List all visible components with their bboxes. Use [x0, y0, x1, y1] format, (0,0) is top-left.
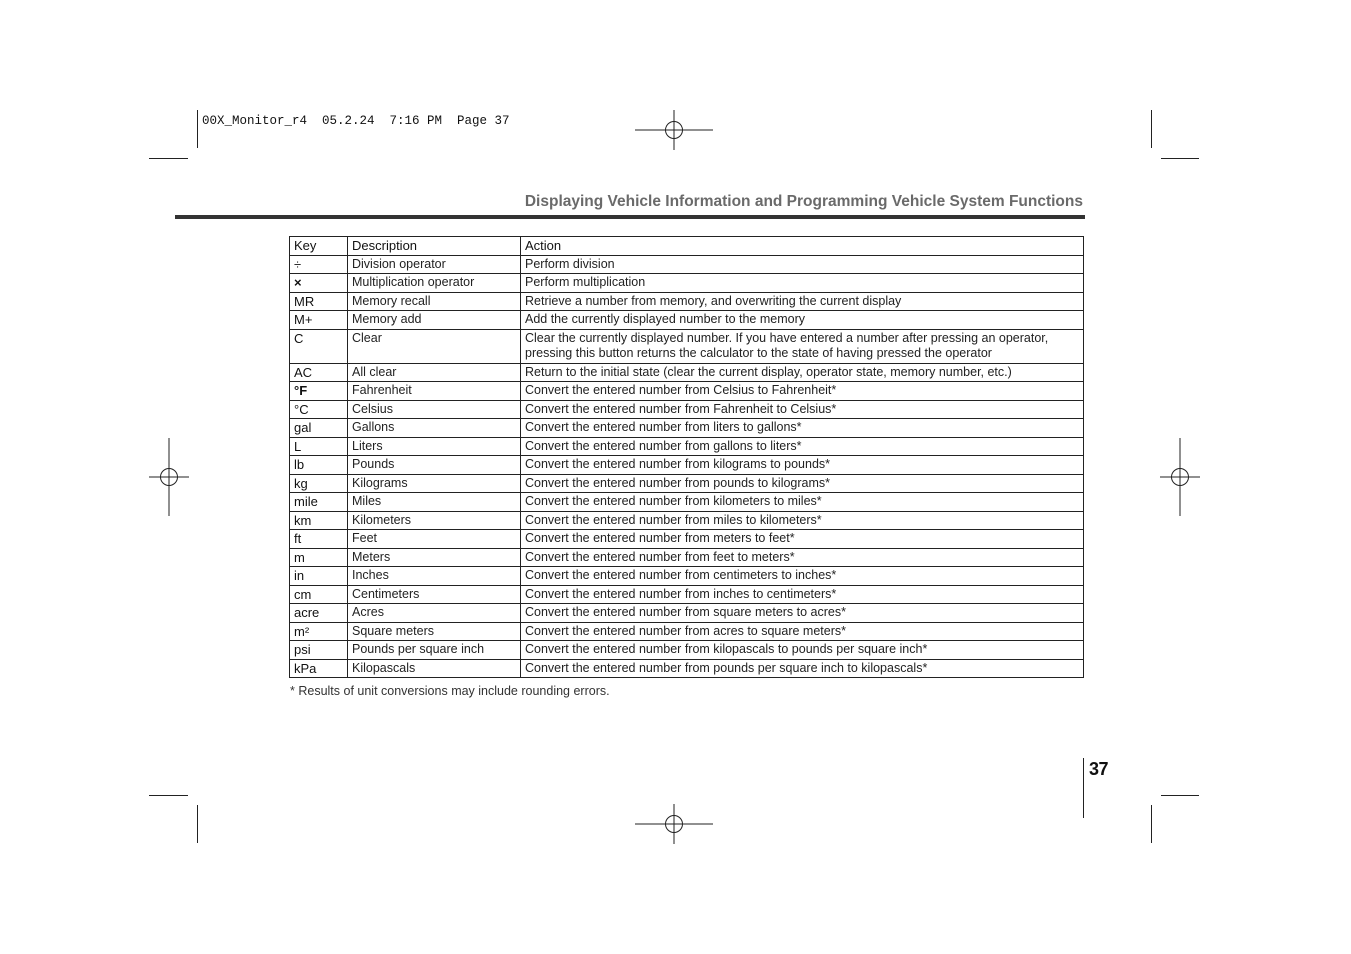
description-cell: Square meters	[348, 622, 521, 641]
description-cell: Liters	[348, 437, 521, 456]
table-row	[290, 641, 1084, 660]
action-cell: Perform division	[521, 255, 1084, 274]
action-cell: Convert the entered number from miles to kilometers*	[521, 511, 1084, 530]
description-cell: Clear	[348, 329, 521, 363]
description-cell: Meters	[348, 548, 521, 567]
key-cell: km	[290, 511, 348, 530]
page-number: 37	[1089, 759, 1109, 779]
table-row	[290, 419, 1084, 438]
key-cell: M+	[290, 311, 348, 330]
table-row	[290, 292, 1084, 311]
description-cell: Kilopascals	[348, 659, 521, 678]
action-cell: Retrieve a number from memory, and overwriting the current display	[521, 292, 1084, 311]
description-cell: Fahrenheit	[348, 382, 521, 401]
key-cell: L	[290, 437, 348, 456]
action-cell: Convert the entered number from meters to feet*	[521, 530, 1084, 549]
key-cell: in	[290, 567, 348, 586]
registration-mark-right	[1160, 438, 1200, 516]
action-cell: Clear the currently displayed number. If you have entered a number after pressing an operator, pressing this button returns the calculator to the state of having pressed the operator	[521, 329, 1084, 363]
crop-mark-bottom-right-vertical	[1151, 805, 1152, 843]
table-row	[290, 382, 1084, 401]
crop-mark-bottom-left-vertical	[197, 805, 198, 843]
table-header-row	[290, 237, 1084, 256]
column-header-description: Description	[348, 237, 521, 256]
action-cell: Convert the entered number from pounds per square inch to kilopascals*	[521, 659, 1084, 678]
key-cell: lb	[290, 456, 348, 475]
key-cell: ×	[290, 274, 348, 293]
key-cell: kPa	[290, 659, 348, 678]
table-row	[290, 400, 1084, 419]
crop-mark-bottom-left-horizontal	[149, 795, 188, 796]
description-cell: Gallons	[348, 419, 521, 438]
action-cell: Convert the entered number from gallons to liters*	[521, 437, 1084, 456]
crop-mark-top-right-horizontal	[1161, 158, 1199, 159]
table-row	[290, 511, 1084, 530]
table-row	[290, 548, 1084, 567]
description-cell: Miles	[348, 493, 521, 512]
description-cell: Pounds per square inch	[348, 641, 521, 660]
table-row	[290, 311, 1084, 330]
action-cell: Convert the entered number from liters to gallons*	[521, 419, 1084, 438]
description-cell: Kilometers	[348, 511, 521, 530]
description-cell: Feet	[348, 530, 521, 549]
crop-mark-bottom-right-horizontal	[1161, 795, 1199, 796]
action-cell: Convert the entered number from feet to meters*	[521, 548, 1084, 567]
section-title-rule	[175, 215, 1085, 219]
table-row	[290, 567, 1084, 586]
action-cell: Convert the entered number from square meters to acres*	[521, 604, 1084, 623]
key-cell: ft	[290, 530, 348, 549]
key-cell: acre	[290, 604, 348, 623]
crop-mark-top-left-horizontal	[149, 158, 188, 159]
table-row	[290, 585, 1084, 604]
table-row	[290, 456, 1084, 475]
key-cell: psi	[290, 641, 348, 660]
key-cell: AC	[290, 363, 348, 382]
crop-mark-top-left-vertical	[197, 110, 198, 148]
description-cell: Centimeters	[348, 585, 521, 604]
table-row	[290, 604, 1084, 623]
description-cell: Acres	[348, 604, 521, 623]
action-cell: Convert the entered number from centimeters to inches*	[521, 567, 1084, 586]
key-cell: m²	[290, 622, 348, 641]
action-cell: Convert the entered number from kilometers to miles*	[521, 493, 1084, 512]
action-cell: Convert the entered number from Fahrenheit to Celsius*	[521, 400, 1084, 419]
description-cell: Multiplication operator	[348, 274, 521, 293]
table-row	[290, 274, 1084, 293]
key-cell: kg	[290, 474, 348, 493]
section-title: Displaying Vehicle Information and Programming Vehicle System Functions	[524, 193, 1083, 210]
table-row	[290, 363, 1084, 382]
key-cell: m	[290, 548, 348, 567]
description-cell: Division operator	[348, 255, 521, 274]
key-cell: mile	[290, 493, 348, 512]
table-row	[290, 437, 1084, 456]
registration-mark-left	[149, 438, 189, 516]
action-cell: Convert the entered number from kilopascals to pounds per square inch*	[521, 641, 1084, 660]
page-number-rule	[1083, 758, 1084, 818]
key-cell: °C	[290, 400, 348, 419]
table-row	[290, 659, 1084, 678]
rounding-footnote: * Results of unit conversions may include rounding errors.	[290, 684, 610, 698]
table-row	[290, 255, 1084, 274]
table-row	[290, 474, 1084, 493]
description-cell: Inches	[348, 567, 521, 586]
print-slug-line: 00X_Monitor_r4 05.2.24 7:16 PM Page 37	[202, 114, 510, 128]
action-cell: Convert the entered number from Celsius to Fahrenheit*	[521, 382, 1084, 401]
action-cell: Add the currently displayed number to the memory	[521, 311, 1084, 330]
action-cell: Convert the entered number from acres to square meters*	[521, 622, 1084, 641]
key-cell: °F	[290, 382, 348, 401]
description-cell: Memory add	[348, 311, 521, 330]
description-cell: Kilograms	[348, 474, 521, 493]
column-header-key: Key	[290, 237, 348, 256]
action-cell: Perform multiplication	[521, 274, 1084, 293]
table-row	[290, 493, 1084, 512]
description-cell: Memory recall	[348, 292, 521, 311]
action-cell: Convert the entered number from inches to centimeters*	[521, 585, 1084, 604]
key-cell: ÷	[290, 255, 348, 274]
action-cell: Return to the initial state (clear the current display, operator state, memory number, etc.)	[521, 363, 1084, 382]
description-cell: Pounds	[348, 456, 521, 475]
column-header-action: Action	[521, 237, 1084, 256]
table-row	[290, 530, 1084, 549]
calculator-key-table	[289, 236, 1084, 678]
key-cell: MR	[290, 292, 348, 311]
table-row	[290, 329, 1084, 363]
key-cell: C	[290, 329, 348, 363]
key-cell: cm	[290, 585, 348, 604]
registration-mark-top	[635, 110, 713, 150]
table-row	[290, 622, 1084, 641]
crop-mark-top-right-vertical	[1151, 110, 1152, 148]
description-cell: Celsius	[348, 400, 521, 419]
description-cell: All clear	[348, 363, 521, 382]
action-cell: Convert the entered number from pounds to kilograms*	[521, 474, 1084, 493]
key-cell: gal	[290, 419, 348, 438]
registration-mark-bottom	[635, 804, 713, 844]
action-cell: Convert the entered number from kilograms to pounds*	[521, 456, 1084, 475]
